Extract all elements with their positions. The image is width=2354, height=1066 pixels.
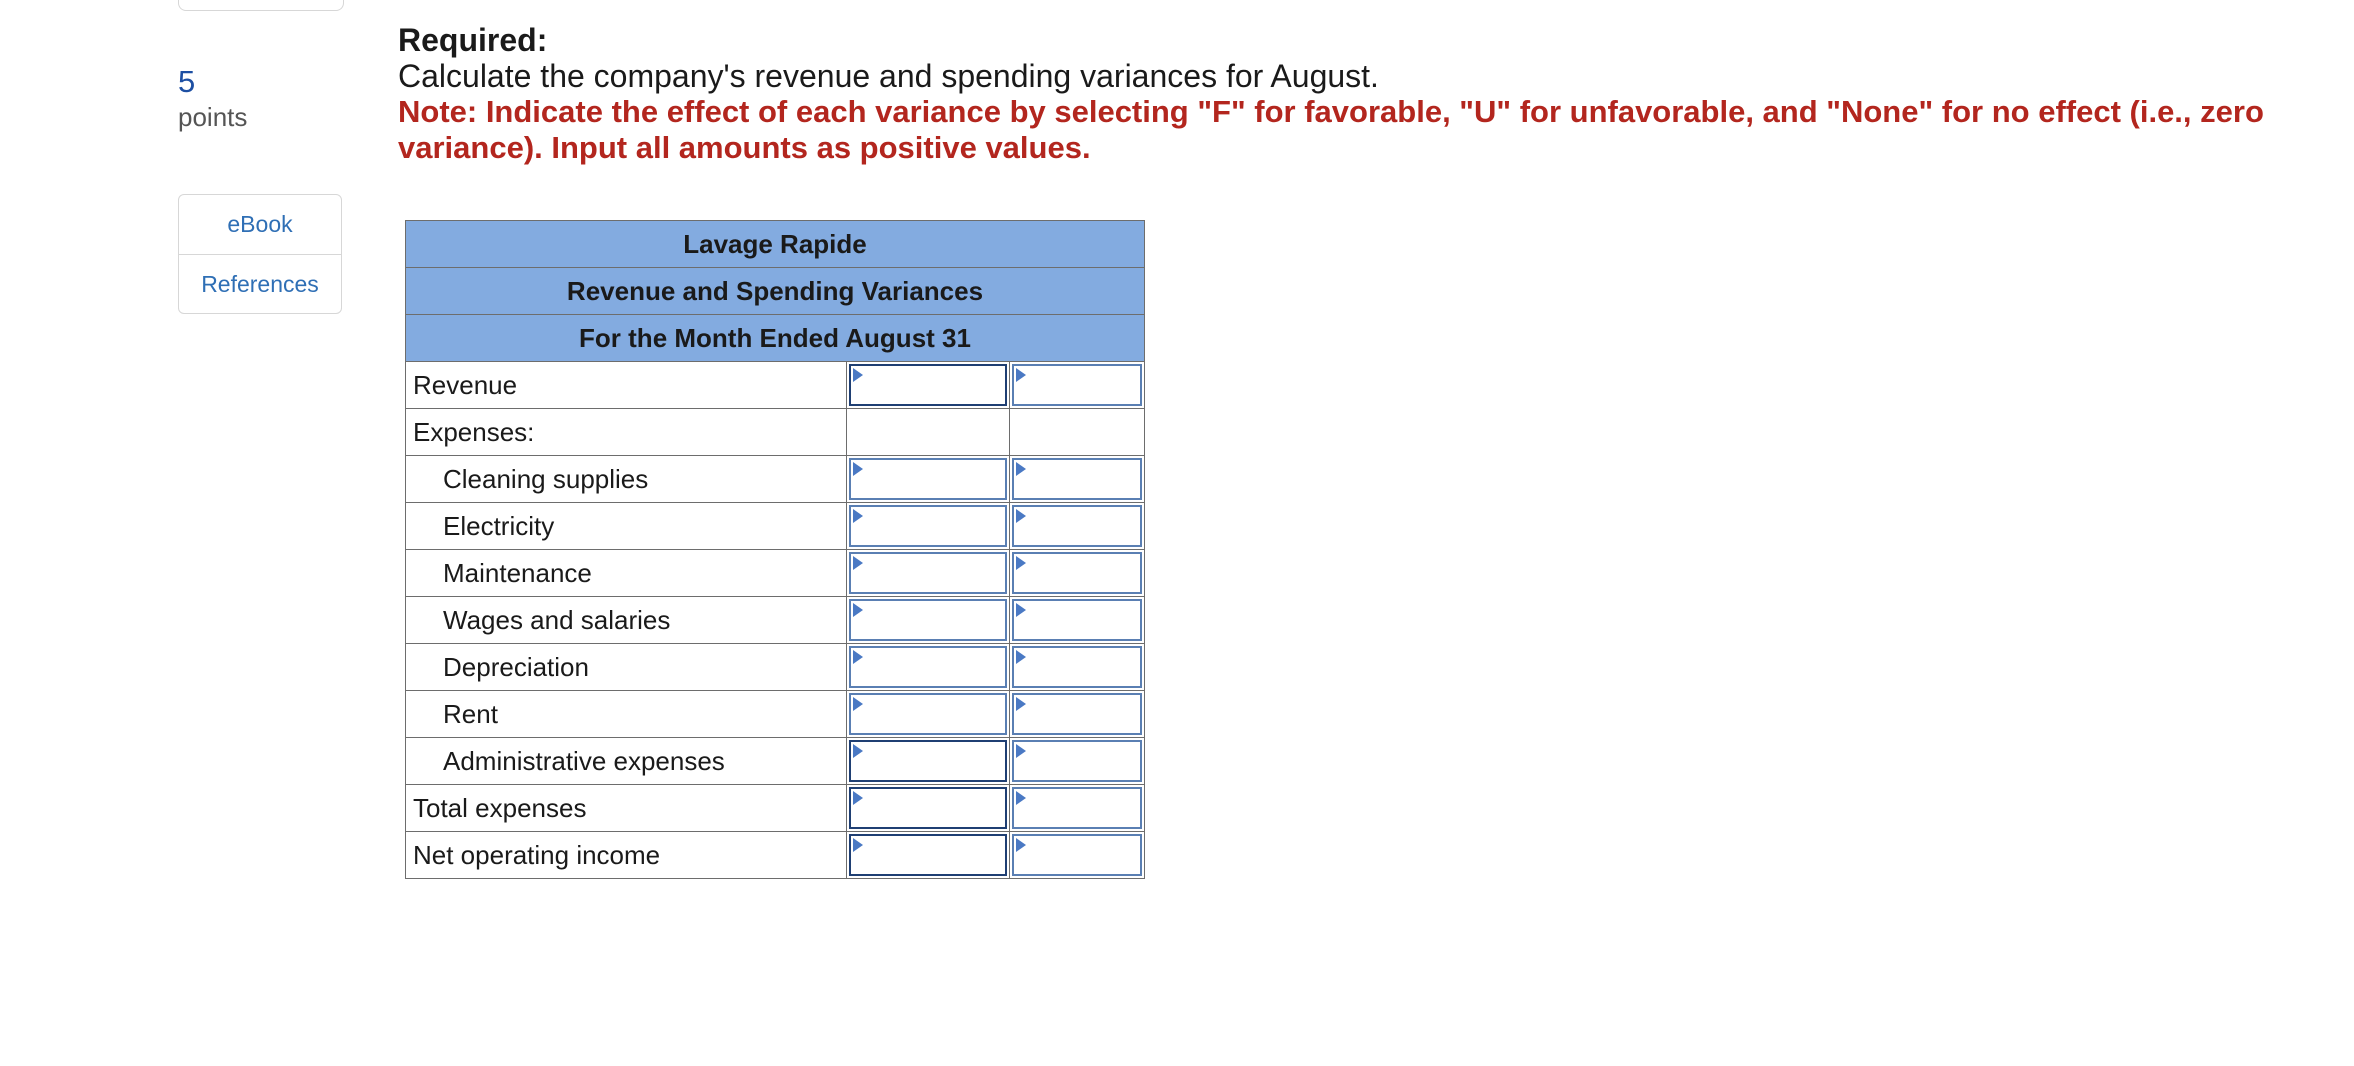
worksheet-row — [406, 644, 1145, 691]
cell-marker-icon — [1016, 791, 1026, 805]
amount-input[interactable] — [849, 505, 1007, 547]
worksheet-row — [406, 503, 1145, 550]
cell-marker-icon — [1016, 462, 1026, 476]
row-label: Electricity — [406, 503, 847, 550]
worksheet-header-period — [406, 315, 1145, 362]
row-label: Net operating income — [406, 832, 847, 879]
amount-cell — [847, 644, 1010, 691]
amount-input[interactable] — [849, 364, 1007, 406]
row-label: Revenue — [406, 362, 847, 409]
worksheet-row — [406, 362, 1145, 409]
cell-marker-icon — [853, 650, 863, 664]
effect-select[interactable] — [1012, 599, 1142, 641]
worksheet-row — [406, 456, 1145, 503]
effect-select[interactable] — [1012, 834, 1142, 876]
effect-select[interactable] — [1012, 364, 1142, 406]
cell-marker-icon — [853, 368, 863, 382]
cell-marker-icon — [1016, 744, 1026, 758]
worksheet-row — [406, 738, 1145, 785]
amount-cell — [847, 785, 1010, 832]
ebook-link[interactable]: eBook — [227, 211, 293, 237]
worksheet-row — [406, 597, 1145, 644]
worksheet-row — [406, 832, 1145, 879]
effect-select[interactable] — [1012, 552, 1142, 594]
amount-cell — [847, 691, 1010, 738]
cell-marker-icon — [853, 462, 863, 476]
amount-input[interactable] — [849, 552, 1007, 594]
worksheet-row — [406, 409, 1145, 456]
worksheet-period: For the Month Ended August 31 — [406, 315, 1145, 362]
cell-marker-icon — [1016, 509, 1026, 523]
cell-marker-icon — [853, 556, 863, 570]
amount-cell — [847, 503, 1010, 550]
amount-input[interactable] — [849, 740, 1007, 782]
worksheet-header-title — [406, 268, 1145, 315]
effect-cell — [1010, 362, 1145, 409]
cell-marker-icon — [853, 838, 863, 852]
row-label: Cleaning supplies — [406, 456, 847, 503]
row-label: Total expenses — [406, 785, 847, 832]
points-label: points — [178, 102, 248, 132]
effect-cell — [1010, 550, 1145, 597]
question-instruction: Calculate the company's revenue and spending variances for August. — [398, 58, 1379, 94]
amount-cell — [847, 362, 1010, 409]
resource-links-box — [178, 194, 342, 314]
amount-input[interactable] — [849, 693, 1007, 735]
amount-input[interactable] — [849, 458, 1007, 500]
effect-select[interactable] — [1012, 646, 1142, 688]
amount-input[interactable] — [849, 599, 1007, 641]
cell-marker-icon — [853, 603, 863, 617]
row-label: Expenses: — [406, 409, 847, 456]
points-value: 5 — [178, 64, 196, 99]
effect-cell — [1010, 409, 1145, 456]
cell-marker-icon — [1016, 697, 1026, 711]
question-note: Note: Indicate the effect of each variance by selecting "F" for favorable, "U" for unfavorable, and "None" for no effect (i.e., zero variance). Input all amounts as positive values. — [398, 94, 2264, 165]
effect-cell — [1010, 456, 1145, 503]
cell-marker-icon — [1016, 650, 1026, 664]
effect-cell — [1010, 597, 1145, 644]
cell-marker-icon — [853, 697, 863, 711]
effect-select[interactable] — [1012, 505, 1142, 547]
worksheet-row — [406, 550, 1145, 597]
references-link[interactable]: References — [179, 254, 341, 314]
effect-cell — [1010, 644, 1145, 691]
cell-marker-icon — [853, 509, 863, 523]
amount-input[interactable] — [849, 646, 1007, 688]
effect-cell — [1010, 691, 1145, 738]
cell-marker-icon — [1016, 838, 1026, 852]
effect-cell — [1010, 785, 1145, 832]
effect-select[interactable] — [1012, 693, 1142, 735]
cell-marker-icon — [1016, 368, 1026, 382]
worksheet-title: Revenue and Spending Variances — [406, 268, 1145, 315]
amount-input[interactable] — [849, 787, 1007, 829]
cell-marker-icon — [1016, 603, 1026, 617]
row-label: Rent — [406, 691, 847, 738]
amount-cell — [847, 597, 1010, 644]
required-heading: Required: — [398, 22, 548, 58]
effect-cell — [1010, 738, 1145, 785]
amount-cell — [847, 409, 1010, 456]
worksheet-row — [406, 691, 1145, 738]
cell-marker-icon — [853, 744, 863, 758]
effect-cell — [1010, 832, 1145, 879]
worksheet-header-company — [406, 221, 1145, 268]
cell-marker-icon — [853, 791, 863, 805]
amount-cell — [847, 550, 1010, 597]
cell-marker-icon — [1016, 556, 1026, 570]
effect-select[interactable] — [1012, 787, 1142, 829]
effect-select[interactable] — [1012, 740, 1142, 782]
row-label: Maintenance — [406, 550, 847, 597]
previous-panel-edge — [178, 0, 344, 11]
worksheet-row — [406, 785, 1145, 832]
amount-cell — [847, 456, 1010, 503]
amount-cell — [847, 832, 1010, 879]
row-label: Administrative expenses — [406, 738, 847, 785]
company-name: Lavage Rapide — [406, 221, 1145, 268]
effect-select[interactable] — [1012, 458, 1142, 500]
row-label: Wages and salaries — [406, 597, 847, 644]
amount-cell — [847, 738, 1010, 785]
variance-worksheet — [405, 220, 1145, 879]
amount-input[interactable] — [849, 834, 1007, 876]
row-label: Depreciation — [406, 644, 847, 691]
effect-cell — [1010, 503, 1145, 550]
